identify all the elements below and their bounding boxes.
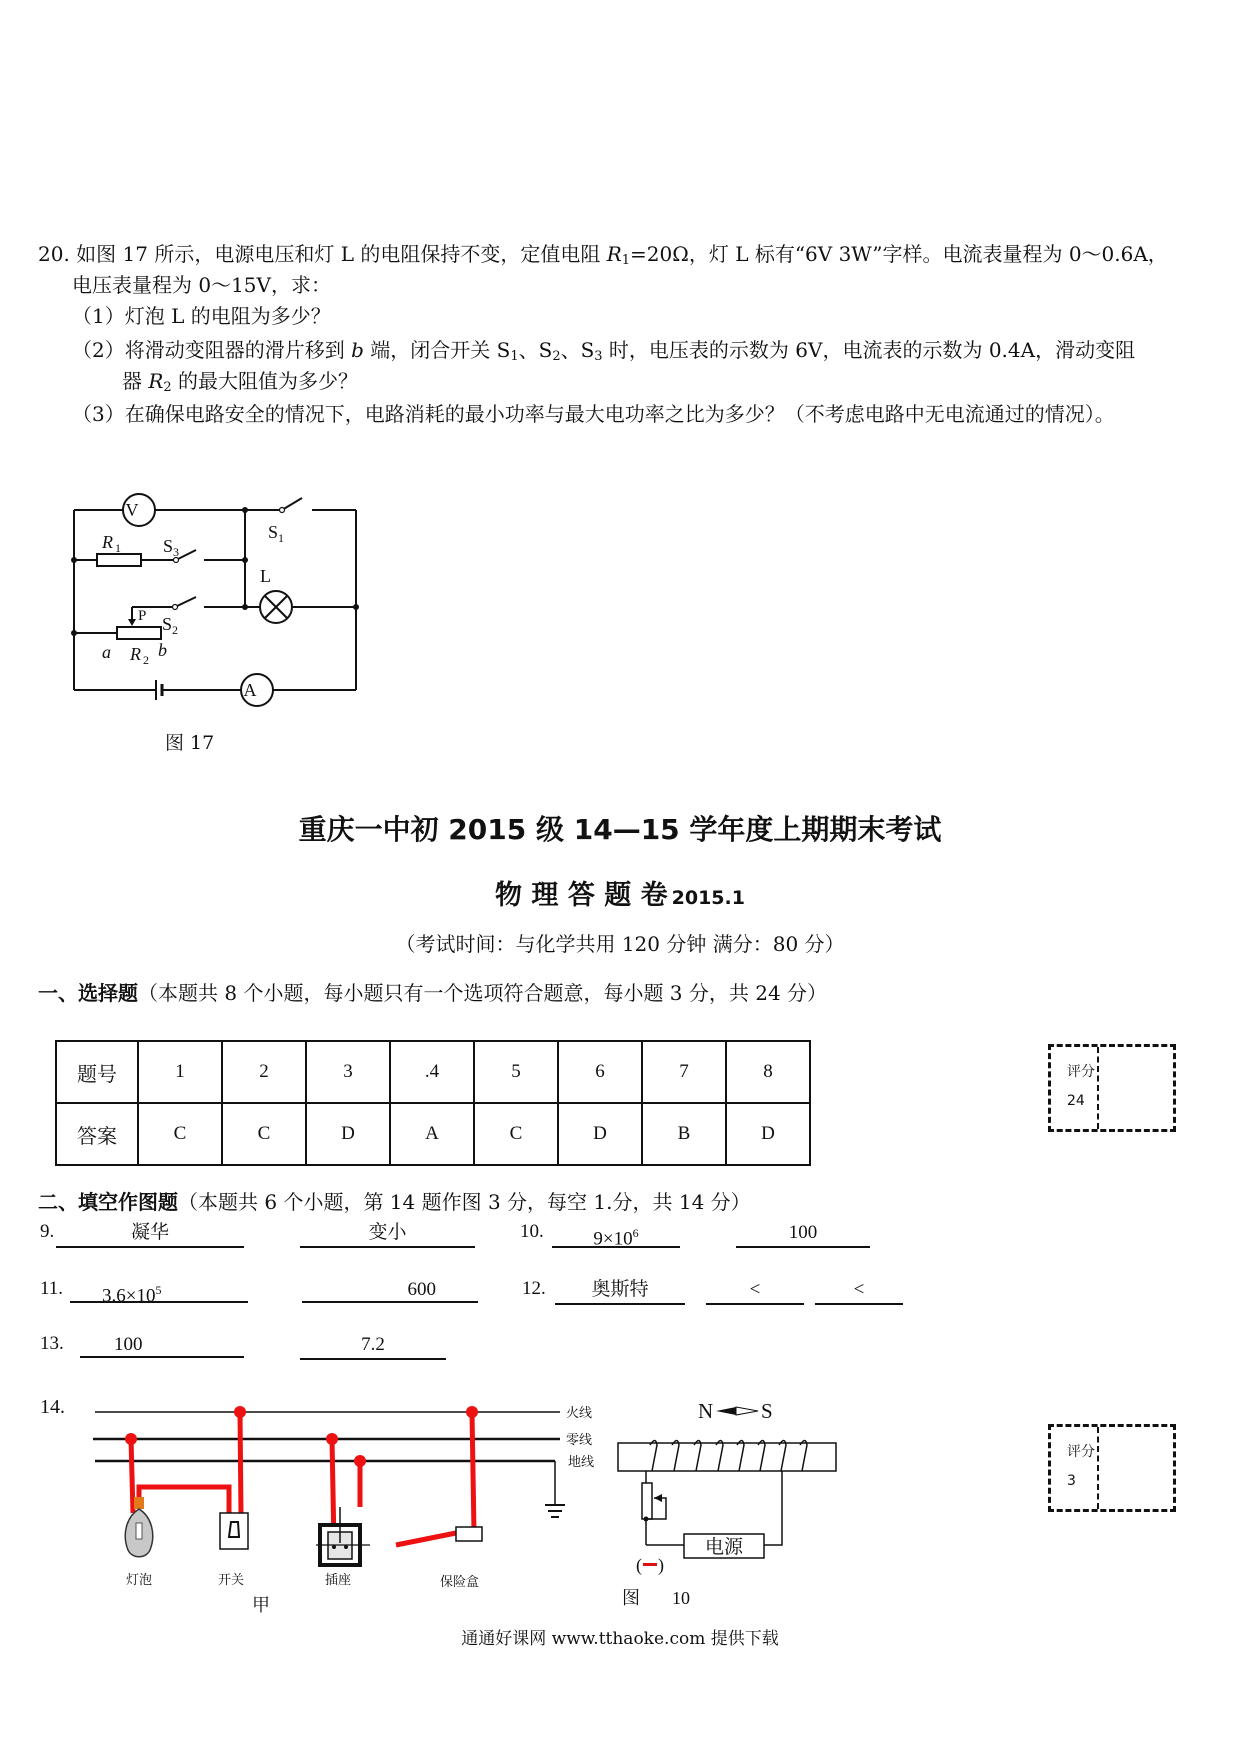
bulb-switch-wire	[139, 1487, 229, 1515]
footer-source: 通通好课网 www.tthaoke.com 提供下载	[461, 1629, 779, 1649]
voltmeter-label: V	[125, 500, 139, 520]
choice-answer-table	[55, 1040, 811, 1166]
answer-cell: D	[558, 1103, 642, 1165]
q10-answer1: $9\times 10^6$	[552, 1220, 680, 1248]
score-label: 评分	[1067, 1444, 1095, 1460]
s3-label: S	[163, 536, 174, 556]
switch-live-wire	[240, 1412, 241, 1515]
s2-label: S	[162, 614, 173, 634]
end-b-label: b	[158, 640, 167, 660]
q20-sub1: （1）灯泡 L 的电阻为多少？	[72, 304, 331, 328]
compass-n-label: N	[698, 1399, 714, 1423]
answer-cell: C	[138, 1103, 222, 1165]
row-label-number: 题号	[56, 1041, 138, 1103]
answer-cell: A	[390, 1103, 474, 1165]
r1-label: R	[102, 532, 113, 552]
connection-dot	[234, 1406, 246, 1418]
q13-answer2: 7.2	[300, 1332, 446, 1360]
q20-number: 20.	[38, 242, 70, 266]
switch-s2	[175, 597, 196, 607]
slider-arrow-icon	[128, 619, 136, 626]
q20-sub2-line2: 器 $R_2$ 的最大阻值为多少？	[122, 369, 359, 395]
figure-jia-label: 甲	[252, 1595, 270, 1615]
fuse-live-wire	[472, 1412, 474, 1533]
compass-needle-south-icon	[736, 1407, 758, 1415]
svg-text:2: 2	[172, 623, 178, 637]
figure17-caption: 图 17	[165, 732, 215, 754]
question-number: 2	[222, 1041, 306, 1103]
answer-cell: D	[726, 1103, 810, 1165]
junction	[71, 557, 77, 563]
bulb-label: 灯泡	[126, 1573, 153, 1588]
figure10-char: 图	[622, 1588, 640, 1609]
q20-sub2-line1: （2）将滑动变阻器的滑片移到 b 端，闭合开关 $S_1$、$S_2$、$S_3$ 时，电压表的示数为 6V，电流表的示数为 0.4A，滑动变阻	[72, 338, 1136, 364]
q14-wiring-diagram	[90, 1395, 610, 1615]
answer-cell: D	[306, 1103, 390, 1165]
score-value: 24	[1067, 1093, 1085, 1109]
answer-sheet-subtitle: 物 理 答 题 卷 2015.1	[495, 880, 745, 911]
fuse-box-icon	[456, 1527, 482, 1541]
q20-sub3: （3）在确保电路安全的情况下，电路消耗的最小功率与最大电功率之比为多少？（不考虑电路中无电流通过的情况）。	[72, 402, 1115, 426]
rheostat	[642, 1483, 652, 1519]
switch-icon	[220, 1513, 248, 1549]
figure10-solenoid	[610, 1395, 850, 1615]
q13-number: 13.	[40, 1333, 64, 1354]
s1-label: S	[268, 522, 279, 542]
q9-answer1: 凝华	[56, 1220, 244, 1248]
q9-answer2: 变小	[300, 1220, 475, 1248]
svg-text:1: 1	[115, 541, 121, 555]
slider-label: P	[138, 608, 147, 624]
switch-label: 开关	[218, 1573, 245, 1588]
resistor-r1	[97, 554, 141, 566]
answer-cell: B	[642, 1103, 726, 1165]
score-box-section2	[1048, 1424, 1176, 1512]
q20-stem-line1: 20. 如图 17 所示，电源电压和灯 L 的电阻保持不变，定值电阻 $R_1=20\Omega$，灯 L 标有“6V 3W”字样。电流表量程为 0～0.6A，	[38, 242, 1168, 268]
end-a-label: a	[102, 642, 111, 662]
compass-s-label: S	[761, 1399, 773, 1423]
q14-number: 14.	[40, 1396, 65, 1418]
q12-number: 12.	[522, 1278, 546, 1299]
junction	[644, 1517, 649, 1522]
svg-text:2: 2	[143, 653, 149, 667]
score-value: 3	[1067, 1473, 1076, 1489]
exam-info: （考试时间：与化学共用 120 分钟 满分：80 分）	[395, 932, 845, 956]
power-source-label: 电源	[704, 1536, 744, 1558]
svg-text:3: 3	[173, 545, 179, 559]
figure17-circuit	[60, 490, 380, 750]
q9-number: 9.	[40, 1221, 55, 1242]
compass-needle-north-icon	[716, 1407, 736, 1415]
score-box-section1	[1048, 1044, 1176, 1132]
q12-answer1: 奥斯特	[555, 1277, 685, 1305]
connection-dot	[326, 1433, 338, 1445]
bulb-neutral-wire	[131, 1439, 133, 1513]
q13-answer1: 100	[80, 1332, 244, 1358]
junction	[242, 604, 248, 610]
resistor-r2	[117, 627, 161, 639]
red-wires	[131, 1412, 474, 1545]
svg-text:1: 1	[278, 531, 284, 545]
question-number: 1	[138, 1041, 222, 1103]
socket-fuse-wire	[396, 1533, 456, 1545]
socket-label: 插座	[325, 1573, 352, 1588]
table-row-numbers	[56, 1041, 810, 1103]
section1-heading: 一、选择题（本题共 8 个小题，每小题只有一个选项符合题意，每小题 3 分，共 24 分）	[38, 981, 828, 1005]
question-number: 7	[642, 1041, 726, 1103]
q11-answer1: $3.6\times 10^5$	[70, 1277, 248, 1303]
score-label: 评分	[1067, 1064, 1095, 1080]
live-wire-label: 火线	[566, 1406, 593, 1421]
polarity-open-paren: (	[636, 1555, 642, 1575]
bulb-icon	[125, 1497, 152, 1557]
socket-icon	[316, 1507, 370, 1565]
ground-wire-label: 地线	[568, 1455, 595, 1470]
q11-answer2: 600	[302, 1277, 478, 1303]
q10-number: 10.	[520, 1221, 544, 1242]
junction	[242, 507, 248, 513]
question-number: .4	[390, 1041, 474, 1103]
section2-heading: 二、填空作图题（本题共 6 个小题，第 14 题作图 3 分，每空 1.分，共 14 分）	[38, 1190, 751, 1214]
q12-answer2: <	[706, 1277, 804, 1305]
junction	[242, 557, 248, 563]
exam-title: 重庆一中初 2015 级 14—15 学年度上期期末考试	[298, 813, 942, 846]
rheostat-slider-icon	[654, 1494, 662, 1502]
neutral-wire-label: 零线	[566, 1433, 593, 1448]
q10-answer2: 100	[736, 1220, 870, 1248]
table-row-answers	[56, 1103, 810, 1165]
row-label-answer: 答案	[56, 1103, 138, 1165]
q11-number: 11.	[40, 1278, 64, 1299]
question-number: 8	[726, 1041, 810, 1103]
lamp-label: L	[260, 566, 271, 586]
polarity-minus-mark	[643, 1563, 657, 1566]
switch-s3	[176, 550, 196, 560]
q20-stem-line2: 电压表量程为 0～15V，求：	[72, 273, 331, 297]
connection-dot	[466, 1406, 478, 1418]
connection-dot	[125, 1433, 137, 1445]
q12-answer3: <	[815, 1277, 903, 1305]
question-number: 5	[474, 1041, 558, 1103]
r2-label: R	[130, 644, 141, 664]
junction	[71, 630, 77, 636]
question-number: 6	[558, 1041, 642, 1103]
polarity-close-paren: )	[658, 1555, 664, 1575]
answer-cell: C	[222, 1103, 306, 1165]
wire	[764, 1471, 782, 1545]
switch-s1	[282, 498, 302, 510]
junction	[353, 604, 359, 610]
question-number: 3	[306, 1041, 390, 1103]
connection-dot	[354, 1455, 366, 1467]
svg-text:−: −	[650, 1573, 651, 1574]
subtitle-date: 2015.1	[671, 887, 745, 909]
ammeter-label: A	[243, 680, 257, 700]
fuse-box-label: 保险盒	[440, 1575, 480, 1590]
answer-cell: C	[474, 1103, 558, 1165]
figure10-number: 10	[672, 1588, 690, 1608]
